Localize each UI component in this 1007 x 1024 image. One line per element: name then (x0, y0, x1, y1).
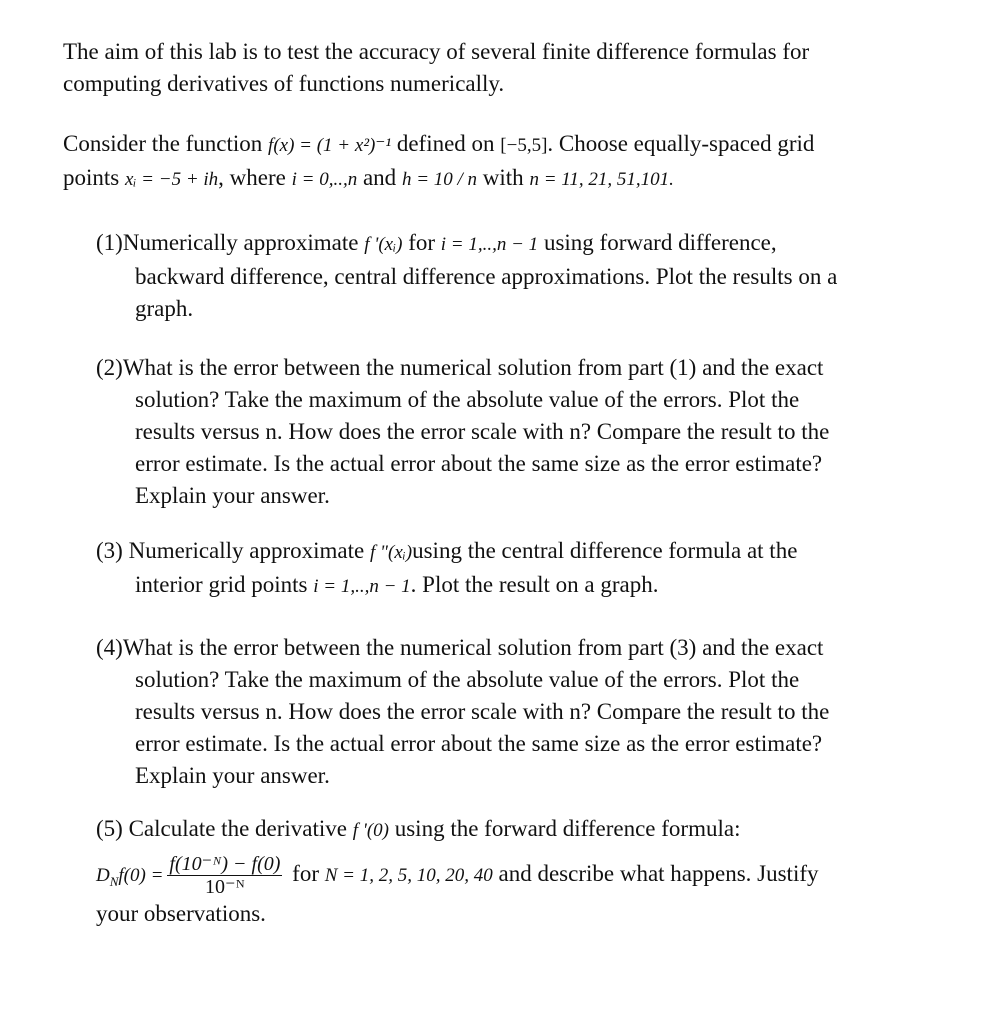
consider-text-d: points (63, 165, 120, 190)
task-3-number: (3) (96, 538, 123, 563)
consider-text-g: with (482, 165, 524, 190)
task-5-n-list: N = 1, 2, 5, 10, 20, 40 (324, 864, 493, 886)
formula-denominator: 10⁻ᴺ (205, 876, 245, 898)
interval-expression: [−5,5] (500, 135, 548, 156)
task-4-number: (4) (96, 635, 123, 660)
task-2-line-2: solution? Take the maximum of the absolute value of the errors. Plot the (135, 387, 800, 412)
task-5-number: (5) (96, 816, 123, 841)
task-2-line-3: results versus n. How does the error scale with n? Compare the result to the (135, 419, 830, 444)
task-1-derivative: f '(xᵢ) (364, 234, 403, 255)
task-3-derivative: f "(xᵢ) (370, 542, 413, 563)
task-5-text-d: and describe what happens. Justify (498, 860, 819, 886)
formula-numerator: f(10⁻ᴺ) − f(0) (169, 853, 281, 875)
grid-expression: xᵢ = −5 + ih (124, 169, 219, 190)
function-expression: f(x) = (1 + x²)⁻¹ (268, 135, 392, 156)
step-expression: h = 10 / n (401, 169, 478, 190)
intro-line-1: The aim of this lab is to test the accuracy of several finite difference formulas for (63, 39, 810, 64)
task-1-line-1 (96, 227, 956, 261)
task-4-line-1 (96, 632, 956, 664)
formula-fraction (167, 853, 282, 898)
task-5-derivative: f '(0) (352, 820, 389, 841)
task-3-text-d: . Plot the result on a graph. (410, 572, 659, 597)
task-2-line-4: error estimate. Is the actual error about the same size as the error estimate? (135, 451, 823, 476)
task-1-text-b: for (408, 230, 436, 255)
consider-paragraph (63, 128, 963, 196)
task-item-4 (96, 632, 956, 792)
task-2-text: What is the error between the numerical solution from part (1) and the exact (122, 355, 824, 380)
task-1-line-3: graph. (135, 296, 194, 321)
task-4-line-5: Explain your answer. (135, 763, 330, 788)
intro-paragraph (63, 36, 963, 100)
consider-line-2 (63, 162, 963, 196)
consider-text-f: and (362, 165, 397, 190)
task-4-line-4: error estimate. Is the actual error about the same size as the error estimate? (135, 731, 823, 756)
consider-text-b: defined on (396, 131, 495, 156)
task-1-text-c: using forward difference, (543, 230, 777, 255)
consider-line-1 (63, 128, 963, 162)
task-2-line-1 (96, 352, 956, 384)
task-3-line-2 (96, 569, 956, 603)
task-3-text-a: Numerically approximate (128, 538, 365, 563)
consider-text-c: . Choose equally-spaced grid (547, 131, 815, 156)
task-2-line-5: Explain your answer. (135, 483, 330, 508)
task-4-line-2: solution? Take the maximum of the absolute value of the errors. Plot the (135, 667, 800, 692)
task-5-text-b: using the forward difference formula: (394, 816, 741, 841)
task-5-line-1 (96, 813, 956, 847)
formula-lhs-rest: f(0) = (118, 864, 164, 886)
n-values-expression: n = 11, 21, 51,101. (529, 169, 674, 190)
task-item-1 (96, 227, 956, 325)
task-5-text-a: Calculate the derivative (128, 816, 347, 841)
task-5-text-c: for (292, 860, 319, 886)
task-1-range: i = 1,..,n − 1 (440, 234, 539, 255)
formula-lhs-subscript: N (109, 873, 119, 889)
task-item-3 (96, 535, 956, 603)
task-5-line-3: your observations. (96, 901, 266, 926)
index-expression: i = 0,..,n (291, 169, 358, 190)
formula-lhs (96, 864, 164, 889)
task-1-line-2: backward difference, central difference approximations. Plot the results on a (135, 264, 838, 289)
task-4-line-3: results versus n. How does the error scale with n? Compare the result to the (135, 699, 830, 724)
intro-line-2: computing derivatives of functions numerically. (63, 71, 505, 96)
consider-text-e: , where (218, 165, 286, 190)
task-3-range: i = 1,..,n − 1 (313, 576, 411, 597)
task-1-number: (1) (96, 230, 123, 255)
task-item-2 (96, 352, 956, 512)
task-5-formula-line (96, 853, 956, 898)
task-1-text-a: Numerically approximate (122, 230, 359, 255)
task-3-line-1 (96, 535, 956, 569)
task-3-text-b: using the central difference formula at the (412, 538, 798, 563)
task-4-text: What is the error between the numerical solution from part (3) and the exact (122, 635, 824, 660)
task-2-number: (2) (96, 355, 123, 380)
formula-lhs-d: D (96, 864, 110, 886)
task-item-5 (96, 813, 956, 930)
consider-text-a: Consider the function (63, 131, 263, 156)
task-3-text-c: interior grid points (135, 572, 308, 597)
